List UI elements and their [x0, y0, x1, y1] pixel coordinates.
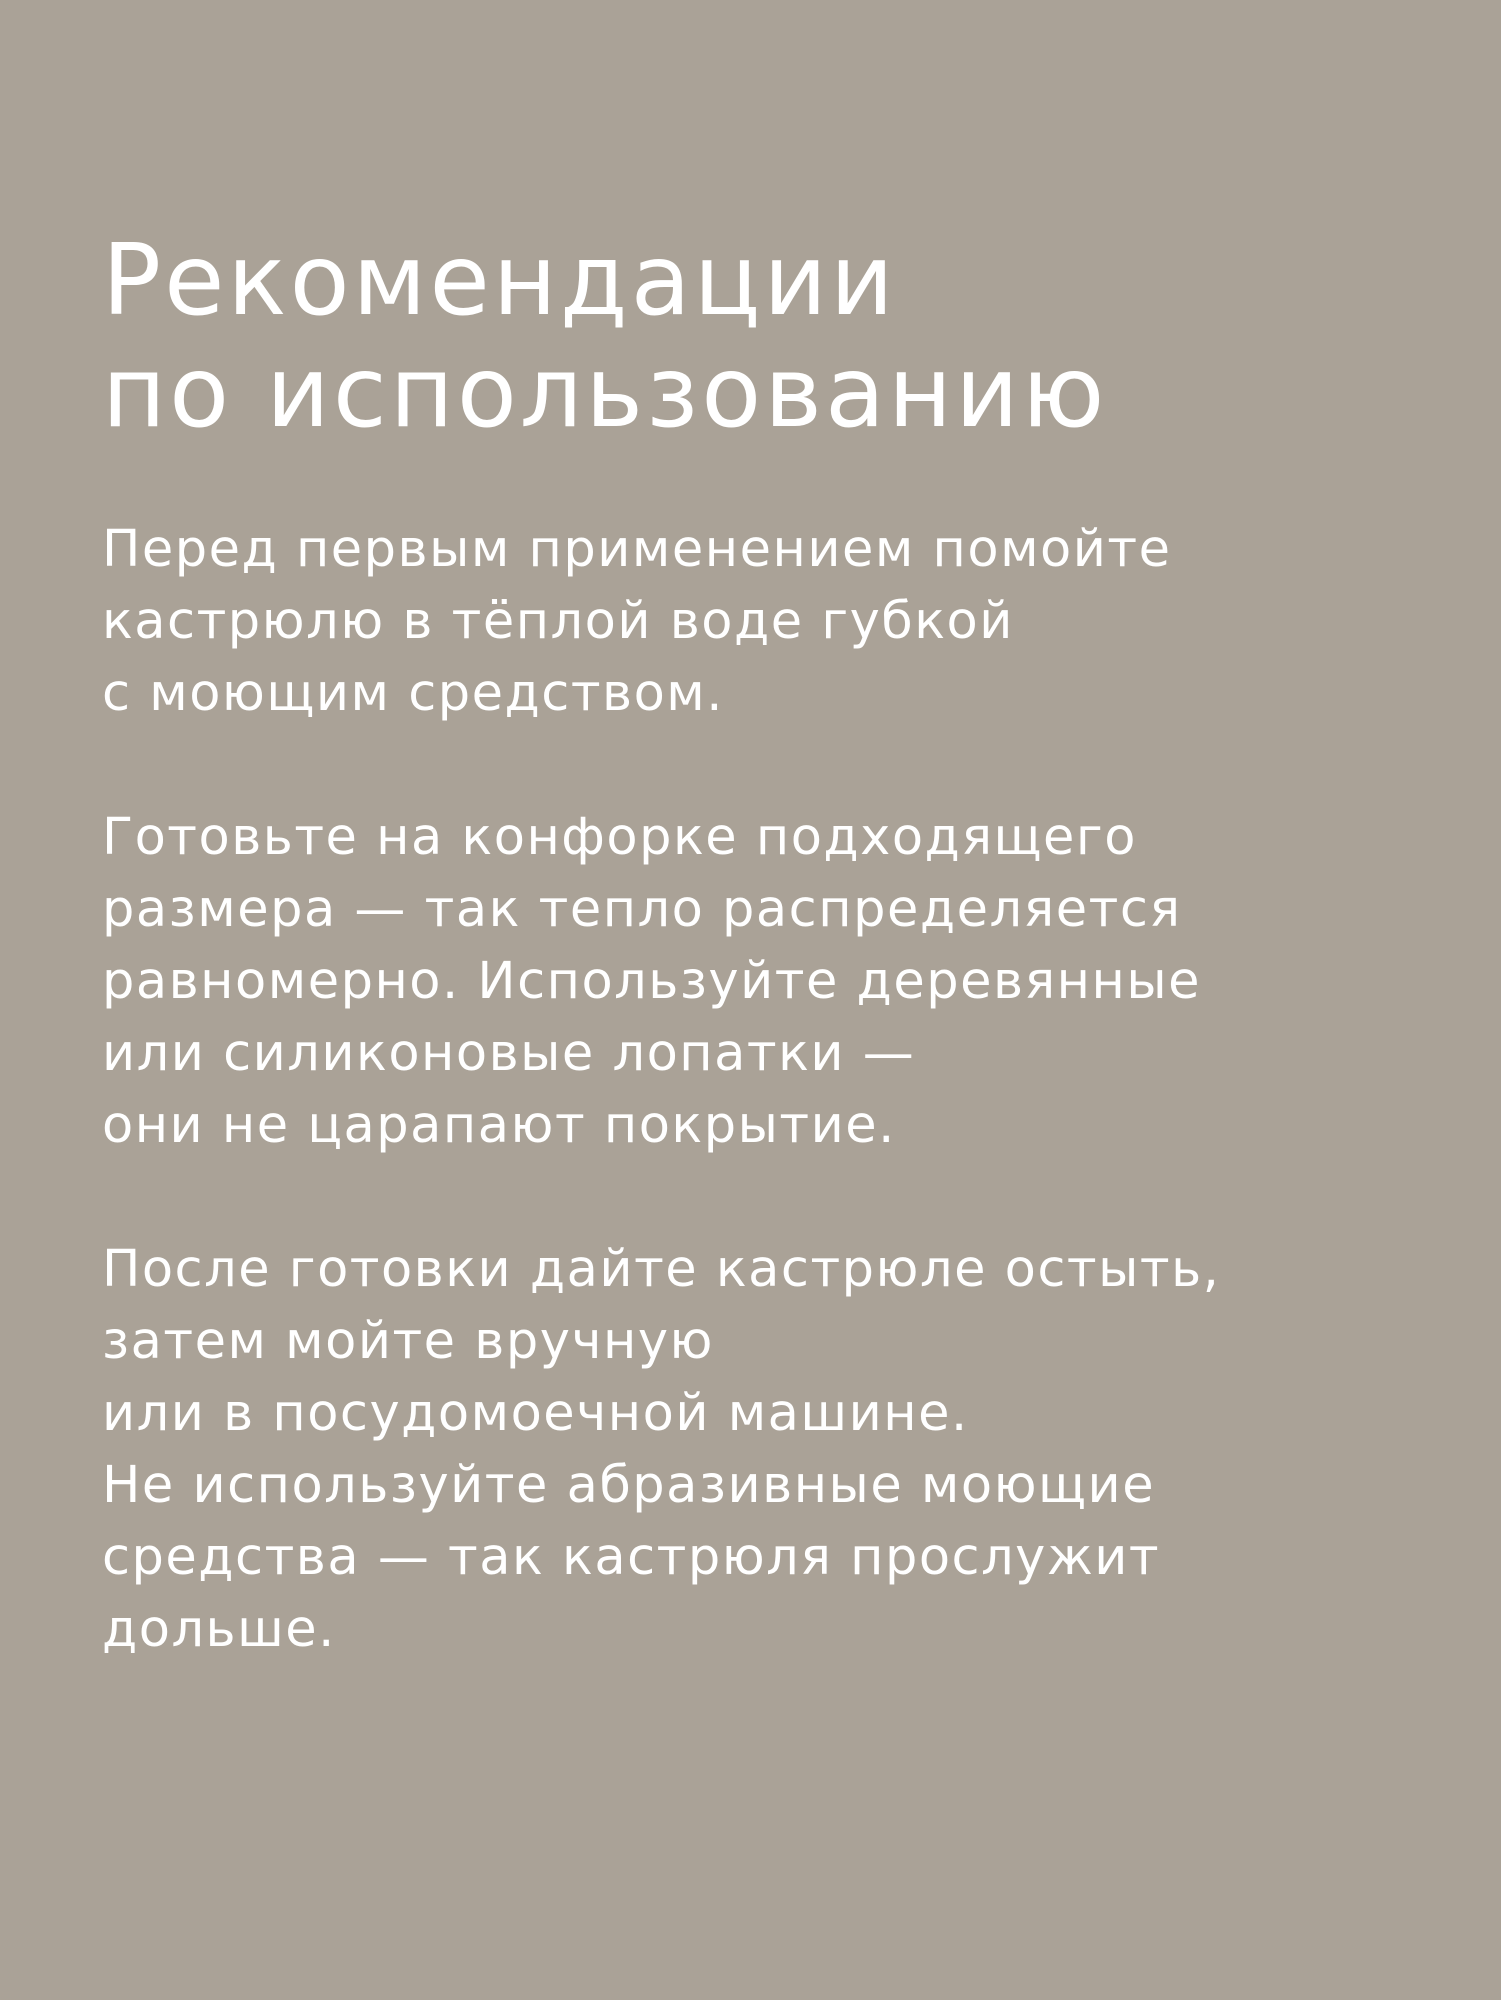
text-line: или силиконовые лопатки — [102, 1024, 916, 1083]
text-line: Готовьте на конфорке подходящего [102, 808, 1137, 867]
paragraph-first-use [102, 514, 1441, 730]
text-line: После готовки дайте кастрюле остыть, [102, 1240, 1221, 1299]
title-line: Рекомендации [102, 224, 897, 338]
text-line: они не царапают покрытие. [102, 1096, 896, 1155]
paragraph-cleaning [102, 1234, 1441, 1666]
text-line: Не используйте абразивные моющие [102, 1456, 1156, 1515]
text-line: Перед первым применением помойте [102, 520, 1172, 579]
text-line: с моющим средством. [102, 664, 724, 723]
title-line: по использованию [102, 336, 1108, 450]
usage-text [102, 514, 1441, 1666]
text-line: равномерно. Используйте деревянные [102, 952, 1202, 1011]
text-line: средства — так кастрюля прослужит [102, 1528, 1161, 1587]
paragraph-cooking [102, 802, 1441, 1162]
text-line: затем мойте вручную [102, 1312, 714, 1371]
page-title [102, 225, 1441, 449]
text-line: дольше. [102, 1600, 336, 1659]
text-line: кастрюлю в тёплой воде губкой [102, 592, 1014, 651]
text-line: или в посудомоечной машине. [102, 1384, 969, 1443]
text-line: размера — так тепло распределяется [102, 880, 1182, 939]
